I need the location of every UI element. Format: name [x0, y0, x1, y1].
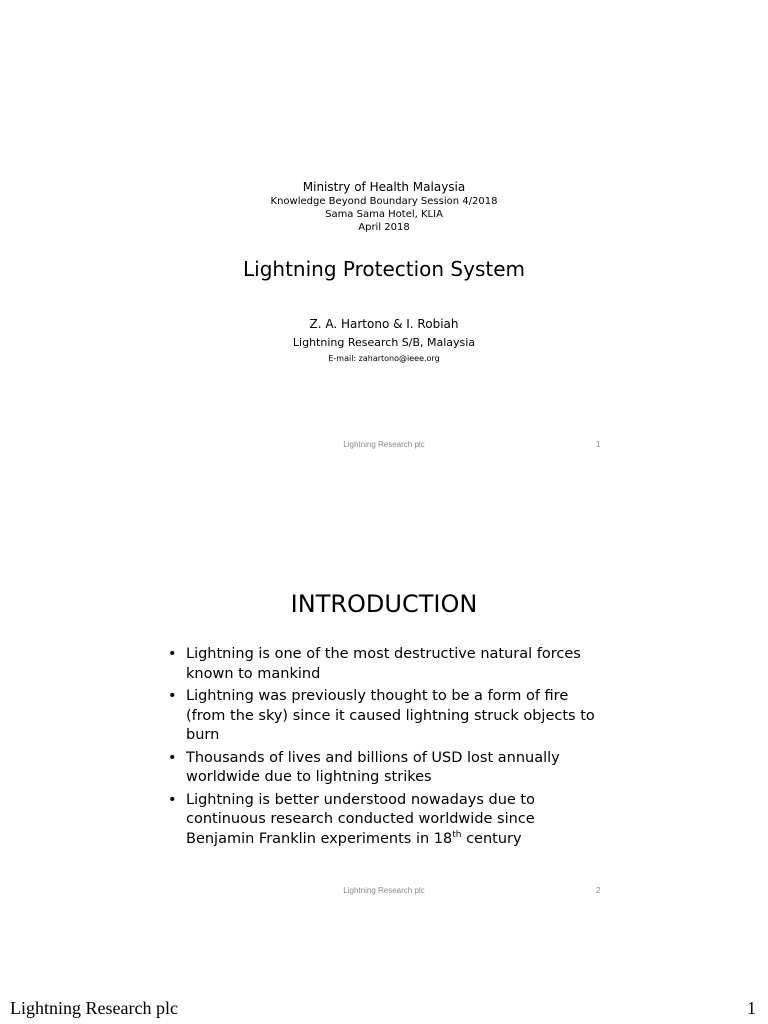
organization-name: Ministry of Health Malaysia	[302, 180, 466, 194]
bullet-item	[166, 645, 606, 684]
slide-footer: Lightning Research plc	[343, 440, 425, 449]
slide-2	[0, 480, 768, 940]
slide-number: 1	[596, 440, 601, 449]
email: E-mail: zahartono@ieee.org	[328, 354, 440, 363]
slide-number: 2	[596, 886, 601, 895]
affiliation: Lightning Research S/B, Malaysia	[292, 336, 476, 349]
bullet-text-tail: century	[461, 830, 522, 847]
bullet-text: Lightning is one of the most destructive natural forces known to mankind	[186, 646, 581, 682]
page-number: 1	[747, 998, 756, 1018]
bullet-text: Thousands of lives and billions of USD lost annually worldwide due to lightning strikes	[186, 749, 560, 785]
date: April 2018	[358, 222, 410, 233]
venue: Sama Sama Hotel, KLIA	[325, 209, 443, 220]
session-name: Knowledge Beyond Boundary Session 4/2018	[270, 196, 498, 207]
bullet-item	[166, 749, 606, 788]
slide-title: Lightning Protection System	[243, 257, 525, 281]
bullet-icon: •	[168, 688, 177, 704]
bullet-item	[166, 687, 606, 746]
bullet-text: Lightning is better understood nowadays due to continuous research conducted worldwide since Benjamin Franklin experiments in 18	[186, 791, 535, 847]
slide-heading: INTRODUCTION	[290, 590, 478, 618]
bullet-icon: •	[168, 646, 177, 662]
slide-footer: Lightning Research plc	[343, 886, 425, 895]
authors: Z. A. Hartono & I. Robiah	[309, 317, 459, 331]
bullet-icon: •	[168, 749, 177, 766]
ordinal-superscript: th	[452, 829, 462, 840]
page-footer-title: Lightning Research plc	[10, 998, 178, 1018]
bullet-text: Lightning was previously thought to be a form of fire (from the sky) since it caused lightning struck objects to burn	[186, 688, 595, 743]
bullet-item	[166, 791, 606, 850]
bullet-icon: •	[168, 791, 177, 808]
bullet-list	[166, 645, 606, 852]
slide-1	[0, 0, 768, 480]
